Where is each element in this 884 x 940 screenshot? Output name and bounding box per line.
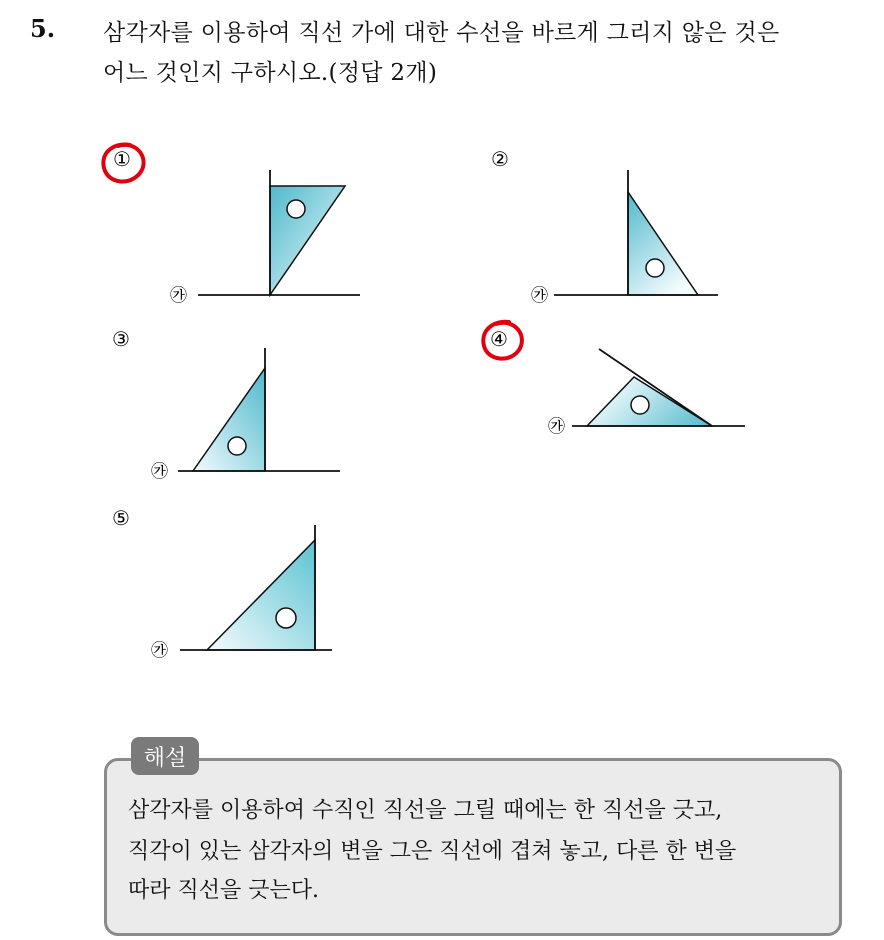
explanation-line-1: 삼각자를 이용하여 수직인 직선을 그릴 때에는 한 직선을 긋고, <box>128 798 723 823</box>
triangle-ruler <box>207 540 315 650</box>
question-text-line-2: 어느 것인지 구하시오.(정답 2개) <box>103 60 438 86</box>
line-ga-label: ㉮ <box>170 286 187 306</box>
triangle-ruler <box>193 368 265 471</box>
option-1-figure <box>103 144 360 306</box>
option-3-label: ③ <box>112 327 130 351</box>
triangle-ruler <box>628 192 698 295</box>
option-5-label: ⑤ <box>112 506 130 530</box>
line-ga-label: ㉮ <box>151 462 168 482</box>
ruler-hole <box>287 200 305 218</box>
option-1-label: ① <box>113 147 131 171</box>
ruler-hole <box>228 437 246 455</box>
line-ga-label: ㉮ <box>151 641 168 661</box>
option-4-figure <box>483 322 745 437</box>
ruler-hole <box>646 259 664 277</box>
option-2-label: ② <box>491 147 509 171</box>
explanation-tag: 해설 <box>131 737 199 775</box>
option-2-figure <box>491 147 718 306</box>
option-3-figure <box>112 327 340 482</box>
line-ga-label: ㉮ <box>548 417 565 437</box>
option-4-label: ④ <box>490 327 508 351</box>
question-number: 5. <box>30 14 56 43</box>
question-text-line-1: 삼각자를 이용하여 직선 가에 대한 수선을 바르게 그리지 않은 것은 <box>103 20 780 46</box>
explanation-line-3: 따라 직선을 긋는다. <box>128 878 319 903</box>
line-ga-label: ㉮ <box>531 286 548 306</box>
explanation-line-2: 직각이 있는 삼각자의 변을 그은 직선에 겹쳐 놓고, 다른 한 변을 <box>128 839 737 864</box>
triangle-ruler <box>270 186 345 295</box>
ruler-hole <box>276 608 296 628</box>
option-5-figure <box>112 506 332 661</box>
ruler-hole <box>631 396 649 414</box>
